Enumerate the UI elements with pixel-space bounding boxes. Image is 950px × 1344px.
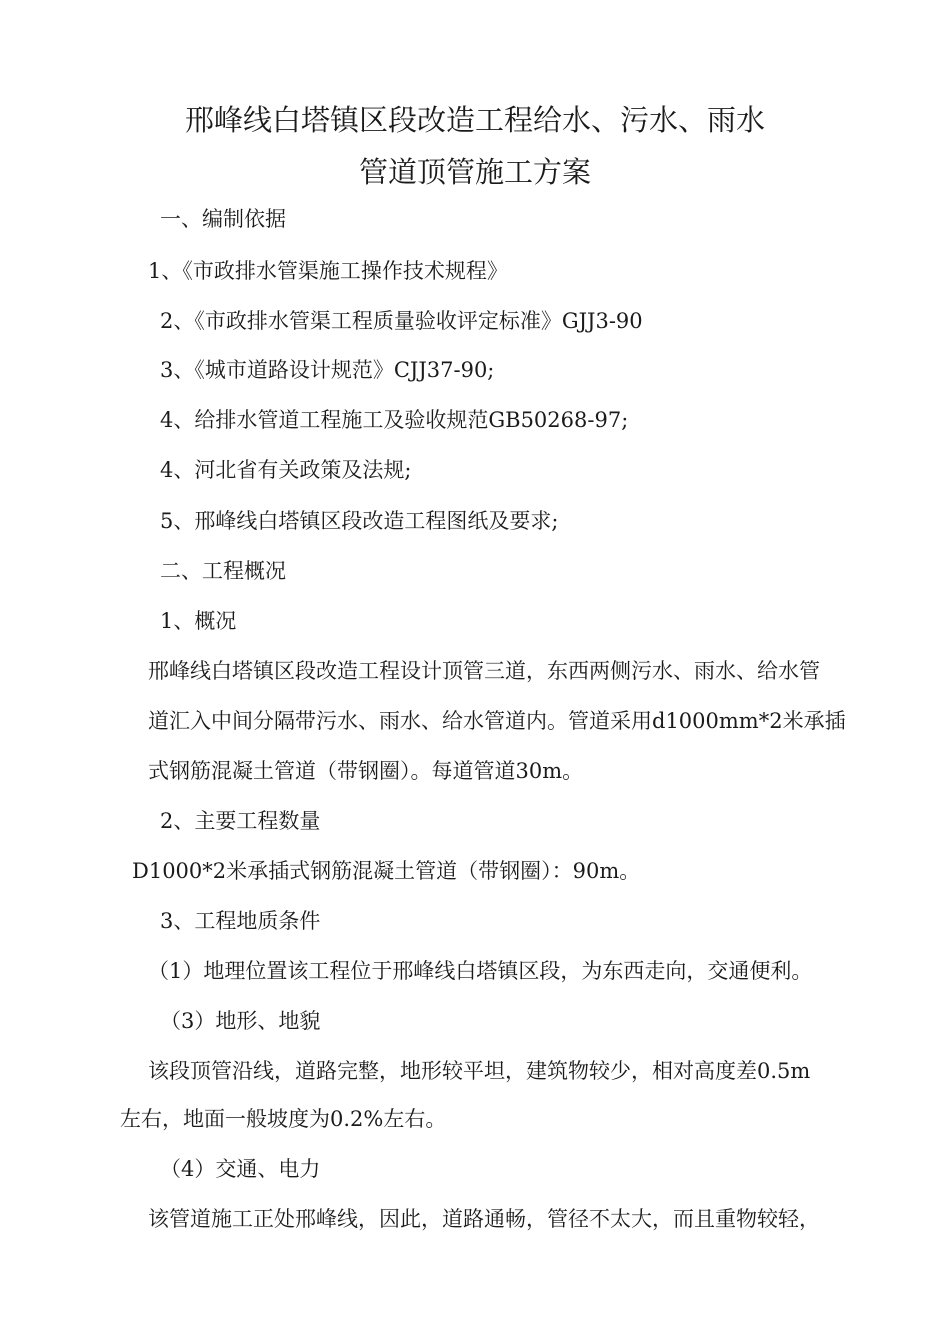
overview-paragraph-line-3: 式钢筋混凝土管道（带钢圈）。每道管道30m。 bbox=[148, 759, 584, 783]
geology-location: （1）地理位置该工程位于邢峰线白塔镇区段，为东西走向，交通便利。 bbox=[148, 959, 813, 983]
basis-item-5: 4、河北省有关政策及法规; bbox=[160, 458, 412, 482]
overview-paragraph-line-2: 道汇入中间分隔带污水、雨水、给水管道内。管道采用d1000mm*2米承插 bbox=[148, 709, 846, 733]
subsection-quantities: 2、主要工程数量 bbox=[160, 809, 321, 833]
basis-item-6: 5、邢峰线白塔镇区段改造工程图纸及要求; bbox=[160, 509, 559, 533]
geology-terrain-line-1: 该段顶管沿线，道路完整，地形较平坦，建筑物较少，相对高度差0.5m bbox=[148, 1059, 811, 1083]
section-heading-overview: 二、工程概况 bbox=[160, 559, 286, 583]
overview-paragraph-line-1: 邢峰线白塔镇区段改造工程设计顶管三道，东西两侧污水、雨水、给水管 bbox=[148, 659, 820, 683]
document-title-line-2: 管道顶管施工方案 bbox=[358, 155, 591, 189]
geology-traffic-line-1: 该管道施工正处邢峰线，因此，道路通畅，管径不太大，而且重物较轻， bbox=[148, 1207, 820, 1231]
basis-item-4: 4、给排水管道工程施工及验收规范GB50268-97; bbox=[160, 408, 629, 432]
basis-item-3: 3、《城市道路设计规范》CJJ37-90; bbox=[160, 358, 495, 382]
basis-item-1: 1、《市政排水管渠施工操作技术规程》 bbox=[148, 259, 508, 283]
section-heading-basis: 一、编制依据 bbox=[160, 207, 286, 231]
document-title-line-1: 邢峰线白塔镇区段改造工程给水、污水、雨水 bbox=[184, 103, 765, 137]
geology-traffic-heading: （4）交通、电力 bbox=[160, 1157, 321, 1181]
subsection-overview: 1、概况 bbox=[160, 609, 237, 633]
basis-item-2: 2、《市政排水管渠工程质量验收评定标准》GJJ3-90 bbox=[160, 309, 643, 333]
geology-terrain-heading: （3）地形、地貌 bbox=[160, 1009, 321, 1033]
quantities-line: D1000*2米承插式钢筋混凝土管道（带钢圈）：90m。 bbox=[132, 859, 641, 883]
subsection-geology: 3、工程地质条件 bbox=[160, 909, 321, 933]
geology-terrain-line-2: 左右，地面一般坡度为0.2%左右。 bbox=[120, 1107, 447, 1131]
